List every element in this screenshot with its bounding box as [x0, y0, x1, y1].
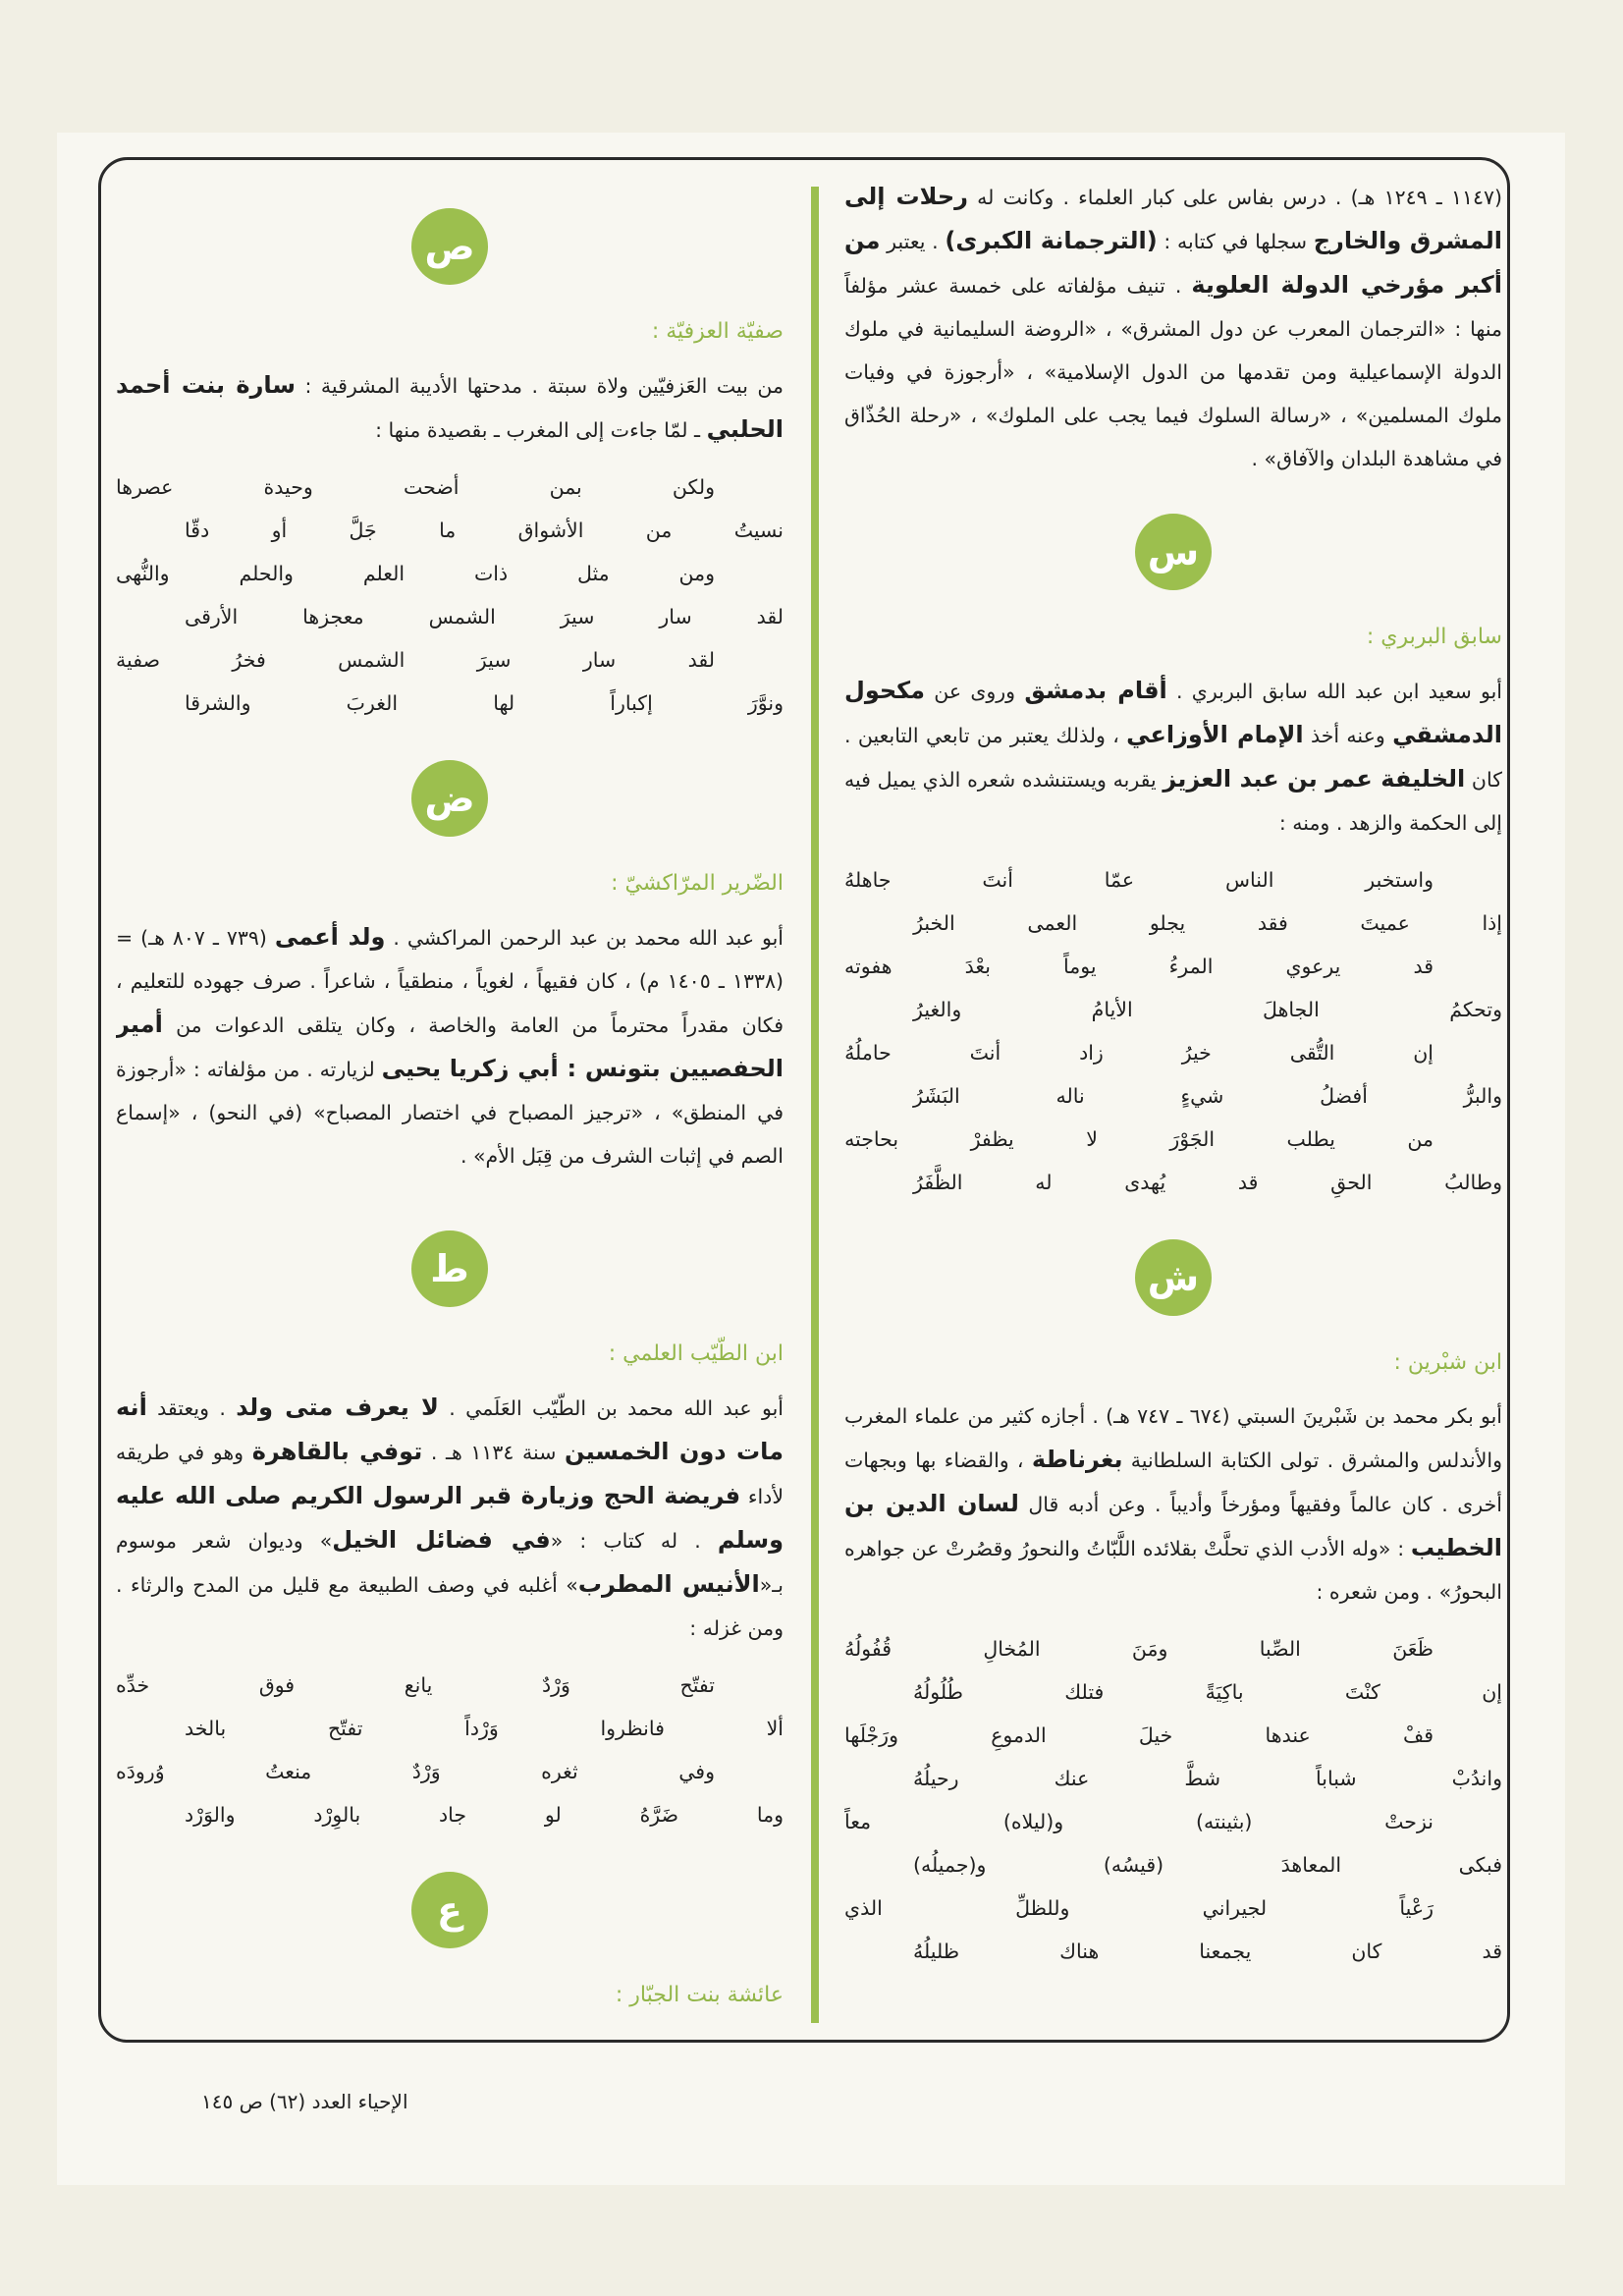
poem-line: [116, 1707, 784, 1750]
poem-word: وَرْدٌ: [411, 1760, 441, 1783]
section-title: عائشة بنت الجبّار :: [615, 1983, 784, 2007]
poem-word: الأشواق: [517, 519, 584, 542]
poem-word: وطالبُ: [1444, 1171, 1502, 1194]
poem-line: [116, 638, 784, 682]
poem-word: الناس: [1225, 868, 1274, 892]
poem-word: نسيتُ: [733, 519, 784, 542]
bold-run: في فضائل الخيل: [332, 1526, 551, 1554]
poem-word: قد: [1482, 1940, 1502, 1963]
poem-word: شباباً: [1316, 1767, 1357, 1790]
poem-word: بمن: [549, 475, 582, 499]
text-run: ـ لمّا جاءت إلى المغرب ـ بقصيدة منها :: [375, 418, 707, 442]
left-column: [116, 175, 784, 2031]
bold-run: سارة بنت أحمد الحلبي: [116, 371, 784, 443]
poem-word: تفتّح: [679, 1673, 715, 1697]
poem-word: يانع: [404, 1673, 433, 1697]
text-run: سجلها في كتابه :: [1157, 230, 1314, 253]
poem-word: رحيلُهُ: [913, 1767, 959, 1790]
poem-word: سار: [659, 605, 692, 629]
poem-word: وتحكمُ: [1449, 998, 1502, 1021]
poem-line: [844, 902, 1502, 945]
poem-word: له: [1035, 1171, 1053, 1194]
poem-word: الدموعِ: [991, 1723, 1047, 1747]
poem-word: لقد: [756, 605, 784, 629]
poem-word: وَرْدٌ: [541, 1673, 570, 1697]
poem-word: سيرَ: [560, 605, 595, 629]
poem-word: معجزها: [302, 605, 364, 629]
poem-word: بالخد: [185, 1717, 227, 1740]
page-footer: الإحياء العدد (٦٢) ص ١٤٥: [201, 2090, 408, 2113]
spacer: [116, 1177, 784, 1197]
bold-run: الخليفة عمر بن عبد العزيز: [1163, 765, 1466, 793]
poem-word: ألا: [766, 1717, 784, 1740]
poem-line: [844, 1074, 1502, 1118]
poem: [844, 1627, 1502, 1973]
poem-word: العلم: [362, 562, 406, 585]
section-title: ابن الطّيّب العلمي :: [608, 1341, 784, 1366]
poem-word: قفْ: [1402, 1723, 1434, 1747]
poem-word: والبرُّ: [1463, 1084, 1502, 1108]
poem-word: الأيامُ: [1091, 998, 1133, 1021]
poem-word: جَلَّ: [349, 519, 377, 542]
poem-word: تفتّح: [327, 1717, 363, 1740]
text-run: » وديوان شعر موسوم بـ«: [116, 1529, 784, 1597]
section-body: [116, 363, 784, 452]
poem-line: [844, 858, 1502, 902]
text-run: . له كتاب : «: [550, 1529, 718, 1553]
bold-run: بغرناطة: [1031, 1446, 1123, 1473]
poem-word: وما: [756, 1803, 784, 1827]
poem-word: فانظروا: [600, 1717, 665, 1740]
section-body: [844, 669, 1502, 845]
poem-word: فوق: [258, 1673, 296, 1697]
poem-word: بعْدَ: [964, 955, 991, 978]
poem-word: المرءُ: [1168, 955, 1214, 978]
poem-word: يجلو: [1149, 911, 1186, 935]
letter-badge: ض: [411, 760, 488, 837]
poem-word: ولكن: [672, 475, 715, 499]
poem-word: التُّقى: [1289, 1041, 1335, 1065]
poem-word: لقد: [687, 648, 715, 672]
poem-word: من: [1407, 1127, 1434, 1151]
letter-badge: ص: [411, 208, 488, 285]
bold-run: مكحول الدمشقي: [844, 677, 1502, 748]
poem-line: [116, 682, 784, 725]
text-run: أبو بكر محمد بن شَبْرينَ السبتي (٦٧٤ ـ ٧٤٧ هـ) . أجازه كثير من علماء المغرب والأندلس والمشرق . تولى الكتابة السلطانية: [844, 1404, 1502, 1472]
text-run: أبو سعيد ابن عبد الله سابق البربري .: [1166, 680, 1502, 703]
poem-word: ضَرَّهُ: [639, 1803, 679, 1827]
poem-word: والنُّهى: [116, 562, 170, 585]
poem-word: ناله: [1055, 1084, 1085, 1108]
poem-word: طُلُولُهُ: [913, 1680, 963, 1704]
poem-word: شيءٍ: [1180, 1084, 1224, 1108]
poem-word: حاملُهُ: [844, 1041, 892, 1065]
poem-word: سيرَ: [476, 648, 512, 672]
poem-word: لها: [493, 691, 515, 715]
poem-word: يجمعنا: [1199, 1940, 1252, 1963]
text-run: . ويعتقد: [146, 1396, 237, 1420]
poem-word: بالوِرْد: [313, 1803, 361, 1827]
poem-word: قد: [1237, 1171, 1259, 1194]
poem-word: جاهلهُ: [844, 868, 892, 892]
text-run: يقربه ويستنشده شعره الذي يميل فيه إلى الحكمة والزهد . ومنه :: [844, 768, 1502, 835]
text-run: من بيت العَزفيّين ولاة سبتة . مدحتها الأديبة المشرقية :: [296, 374, 784, 398]
poem-word: شطَّ: [1184, 1767, 1220, 1790]
poem-word: فبكى: [1458, 1853, 1502, 1877]
text-run: وعنه أخذ: [1303, 724, 1393, 747]
poem-word: إذا: [1482, 911, 1502, 935]
poem-word: يوماً: [1063, 955, 1097, 978]
letter-badge: س: [1135, 514, 1212, 590]
poem-word: مثل: [576, 562, 610, 585]
poem-word: الأرقى: [185, 605, 239, 629]
text-run: : «وله الأدب الذي تحلَّتْ بقلائده اللَّبّاتُ والنحورُ وقصُرتْ عن جواهره البحورُ» . ومن شعره :: [844, 1537, 1502, 1604]
poem-word: ظَعَنَ: [1392, 1637, 1434, 1661]
poem-word: الذي: [844, 1896, 883, 1920]
bold-run: لسان الدين بن الخطيب: [844, 1490, 1502, 1561]
poem-word: العمى: [1027, 911, 1078, 935]
section-title: ابن شبْرين :: [1393, 1350, 1502, 1375]
section-body: [116, 1386, 784, 1650]
poem-line: [844, 1714, 1502, 1757]
poem-word: عمّا: [1104, 868, 1135, 892]
poem-word: صفية: [116, 648, 160, 672]
poem-word: خيرُ: [1181, 1041, 1212, 1065]
poem-word: عندها: [1265, 1723, 1311, 1747]
poem-line: [844, 988, 1502, 1031]
poem-word: سار: [582, 648, 617, 672]
bold-run: توفي بالقاهرة: [251, 1438, 423, 1465]
poem-word: والشرقا: [185, 691, 251, 715]
poem-word: هناك: [1059, 1940, 1100, 1963]
text-run: . تنيف مؤلفاته على خمسة عشر مؤلفاً منها : «الترجمان المعرب عن دول المشرق» ، «الروضة السليمانية في ملوك الدولة الإسماعيلية ومن تقدمها من الدول الإسلامية» ، «أرجوزة في وفيات ملوك المسلمين» ، «رسالة السلوك فيما يجب على الملوك» ، «رحلة الحُذّاق في مشاهدة البلدان والآفاق» .: [844, 274, 1502, 470]
bold-run: الإمام الأوزاعي: [1126, 721, 1304, 748]
poem-line: [844, 1757, 1502, 1800]
poem-line: [844, 1031, 1502, 1074]
letter-badge: ع: [411, 1872, 488, 1948]
poem: [116, 465, 784, 725]
bold-run: ولد أعمى: [274, 923, 386, 951]
poem-word: فخرُ: [232, 648, 266, 672]
poem-word: المعاهدَ: [1280, 1853, 1342, 1877]
poem-line: [116, 1664, 784, 1707]
poem-word: فقد: [1257, 911, 1288, 935]
text-run: . يعتبر: [880, 230, 946, 253]
text-run: وروى عن: [924, 680, 1025, 703]
text-run: (١١٤٧ ـ ١٢٤٩ هـ) . درس بفاس على كبار العلماء . وكانت له: [967, 186, 1502, 209]
poem-line: [844, 1161, 1502, 1204]
poem-word: الصِّبا: [1259, 1637, 1301, 1661]
poem-word: كان: [1351, 1940, 1382, 1963]
poem-word: أفضلُ: [1320, 1084, 1368, 1108]
poem-word: أنتَ: [982, 868, 1013, 892]
poem-word: الشمس: [428, 605, 496, 629]
poem-word: الخبرُ: [913, 911, 955, 935]
bold-run: أمير الحفصيين بتونس : أبي زكريا يحيى: [116, 1011, 784, 1082]
poem-word: لو: [544, 1803, 562, 1827]
poem-word: ومَنَ: [1131, 1637, 1168, 1661]
poem-word: من: [645, 519, 673, 542]
section-title: سابق البربري :: [1366, 625, 1502, 649]
poem-word: و(جميلُه): [913, 1853, 987, 1877]
text-run: وهو في طريقه لأداء: [116, 1441, 784, 1508]
poem-line: [844, 1886, 1502, 1930]
poem-word: خدِّه: [116, 1673, 150, 1697]
section-title: صفيّة العزفيّة :: [651, 319, 784, 344]
text-run: ، والقضاء بها وبجهات أخرى . كان عالماً وفقيهاً ومؤرخاً وأديباً . وعن أدبه قال: [844, 1449, 1502, 1516]
poem-word: منعتُ: [265, 1760, 312, 1783]
poem-word: (بثينته): [1195, 1810, 1253, 1833]
poem-word: بحاجته: [844, 1127, 899, 1151]
poem-word: الجاهلَ: [1263, 998, 1320, 1021]
poem-word: زاد: [1079, 1041, 1104, 1065]
poem-word: عصرها: [116, 475, 174, 499]
poem-word: البَشَرُ: [913, 1084, 960, 1108]
text-run: أبو عبد الله محمد بن عبد الرحمن المراكشي .: [385, 926, 784, 950]
poem-word: الجَوْرَ: [1169, 1127, 1216, 1151]
poem-word: أو: [271, 519, 288, 542]
poem-word: يظفرْ: [970, 1127, 1014, 1151]
poem-word: يرعوي: [1285, 955, 1341, 978]
poem-line: [844, 1670, 1502, 1714]
poem-word: والوَرْد: [185, 1803, 236, 1827]
letter-badge: ط: [411, 1230, 488, 1307]
poem-word: وفي: [678, 1760, 715, 1783]
bold-run: أقام بدمشق: [1024, 677, 1167, 704]
letter-badge: ش: [1135, 1239, 1212, 1316]
section-badge-wrap: [116, 189, 784, 304]
text-run: لزيارته . من مؤلفاته : «أرجوزة في المنطق» ، «ترجيز المصباح في اختصار المصباح» (في النحو) ، «إسماع الصم في إثبات الشرف من قِبَل الأم» .: [116, 1058, 784, 1168]
poem-word: واستخبر: [1365, 868, 1434, 892]
poem-word: خيلَ: [1138, 1723, 1173, 1747]
poem-word: إن: [1413, 1041, 1434, 1065]
poem-word: ظليلُهُ: [913, 1940, 960, 1963]
poem-line: [116, 1793, 784, 1836]
poem-line: [844, 1118, 1502, 1161]
poem-word: أنتَ: [969, 1041, 1001, 1065]
poem-line: [844, 1843, 1502, 1886]
poem-word: رَعْياً: [1399, 1896, 1434, 1920]
poem-line: [116, 552, 784, 595]
column-divider: [811, 187, 819, 2023]
poem-word: إن: [1482, 1680, 1502, 1704]
poem-word: و(ليلاه): [1002, 1810, 1064, 1833]
poem-word: ذات: [473, 562, 509, 585]
poem-word: معاً: [844, 1810, 872, 1833]
poem-line: [116, 465, 784, 509]
text-run: أبو عبد الله محمد بن الطّيّب العَلَمي .: [438, 1396, 784, 1420]
section-body: [116, 915, 784, 1177]
bold-run: (الترجمانة الكبرى): [945, 227, 1158, 254]
poem-word: أضحت: [403, 475, 460, 499]
text-run: » أغلبه في وصف الطبيعة مع قليل من المدح والرثاء . ومن غزله :: [116, 1573, 784, 1640]
bold-run: رحلات إلى المشرق والخارج: [844, 183, 1502, 254]
text-run: ، ولذلك يعتبر من تابعي التابعين . كان: [844, 724, 1502, 792]
poem-word: ونوَّرَ: [747, 691, 784, 715]
poem-word: وُرودَه: [116, 1760, 165, 1783]
right-column: [844, 175, 1502, 2031]
section-body: [116, 2027, 784, 2031]
section-badge-wrap: [116, 1211, 784, 1327]
poem-word: الشمس: [338, 648, 406, 672]
poem-word: والغيرُ: [913, 998, 962, 1021]
bold-run: لا يعرف متى ولد: [236, 1394, 439, 1421]
poem-word: واندُبْ: [1451, 1767, 1502, 1790]
poem-line: [116, 595, 784, 638]
poem-line: [844, 1800, 1502, 1843]
poem: [116, 1664, 784, 1836]
poem-word: (قيسُه): [1103, 1853, 1164, 1877]
poem-word: إكباراً: [610, 691, 653, 715]
section-body: [844, 1394, 1502, 1613]
poem-word: عميتَ: [1360, 911, 1410, 935]
section-badge-wrap: [116, 740, 784, 856]
poem-word: المُخالِ: [983, 1637, 1041, 1661]
text-run: سنة ١١٣٤ هـ .: [422, 1441, 565, 1464]
poem: [844, 858, 1502, 1204]
poem-word: قُفُولُهُ: [844, 1637, 893, 1661]
section-badge-wrap: [116, 1852, 784, 1968]
poem-word: كنْتَ: [1344, 1680, 1380, 1704]
poem-word: يُهدى: [1124, 1171, 1166, 1194]
poem-word: عنك: [1054, 1767, 1090, 1790]
poem-word: دقّا: [185, 519, 210, 542]
poem-word: نزحتْ: [1384, 1810, 1434, 1833]
poem-word: فتلك: [1064, 1680, 1105, 1704]
poem-word: الظَّفَرُ: [913, 1171, 963, 1194]
poem-word: ما: [439, 519, 457, 542]
poem-line: [844, 945, 1502, 988]
section-title: الضّرير المرّاكشيّ :: [611, 871, 784, 896]
poem-word: ورَجْلَها: [844, 1723, 898, 1747]
bold-run: فريضة الحج وزيارة قبر الرسول الكريم صلى الله عليه وسلم: [116, 1482, 784, 1554]
poem-word: قد: [1413, 955, 1434, 978]
poem-word: وحيدة: [263, 475, 313, 499]
poem-word: لا: [1086, 1127, 1098, 1151]
text-run: (٧٣٩ ـ ٨٠٧ هـ) = (١٣٣٨ ـ ١٤٠٥ م) ، كان فقيهاً ، لغوياً ، منطقياً ، شاعراً . صرف جهوده للتعليم ، فكان مقدراً محترماً من العامة والخاصة ، وكان يتلقى الدعوات من: [116, 926, 784, 1037]
poem-word: يطلب: [1286, 1127, 1335, 1151]
poem-word: الغربَ: [346, 691, 399, 715]
poem-word: ثغره: [541, 1760, 578, 1783]
bold-run: أنه مات دون الخمسين: [116, 1394, 784, 1465]
poem-line: [116, 509, 784, 552]
poem-word: لجيراني: [1202, 1896, 1268, 1920]
poem-word: والحلم: [239, 562, 294, 585]
section-badge-wrap: [844, 494, 1502, 610]
poem-word: الحقِ: [1330, 1171, 1373, 1194]
poem-word: وَرْداً: [464, 1717, 499, 1740]
bold-run: الأنيس المطرب: [577, 1570, 760, 1598]
poem-line: [116, 1750, 784, 1793]
section-badge-wrap: [844, 1220, 1502, 1336]
bold-run: من أكبر مؤرخي الدولة العلوية: [844, 227, 1502, 299]
poem-word: وللظلِّ: [1015, 1896, 1070, 1920]
poem-line: [844, 1627, 1502, 1670]
poem-word: باكِيَةً: [1205, 1680, 1244, 1704]
poem-word: هفوته: [844, 955, 893, 978]
poem-word: جاد: [439, 1803, 467, 1827]
poem-line: [844, 1930, 1502, 1973]
poem-word: ومن: [678, 562, 715, 585]
intro-paragraph: [844, 175, 1502, 480]
